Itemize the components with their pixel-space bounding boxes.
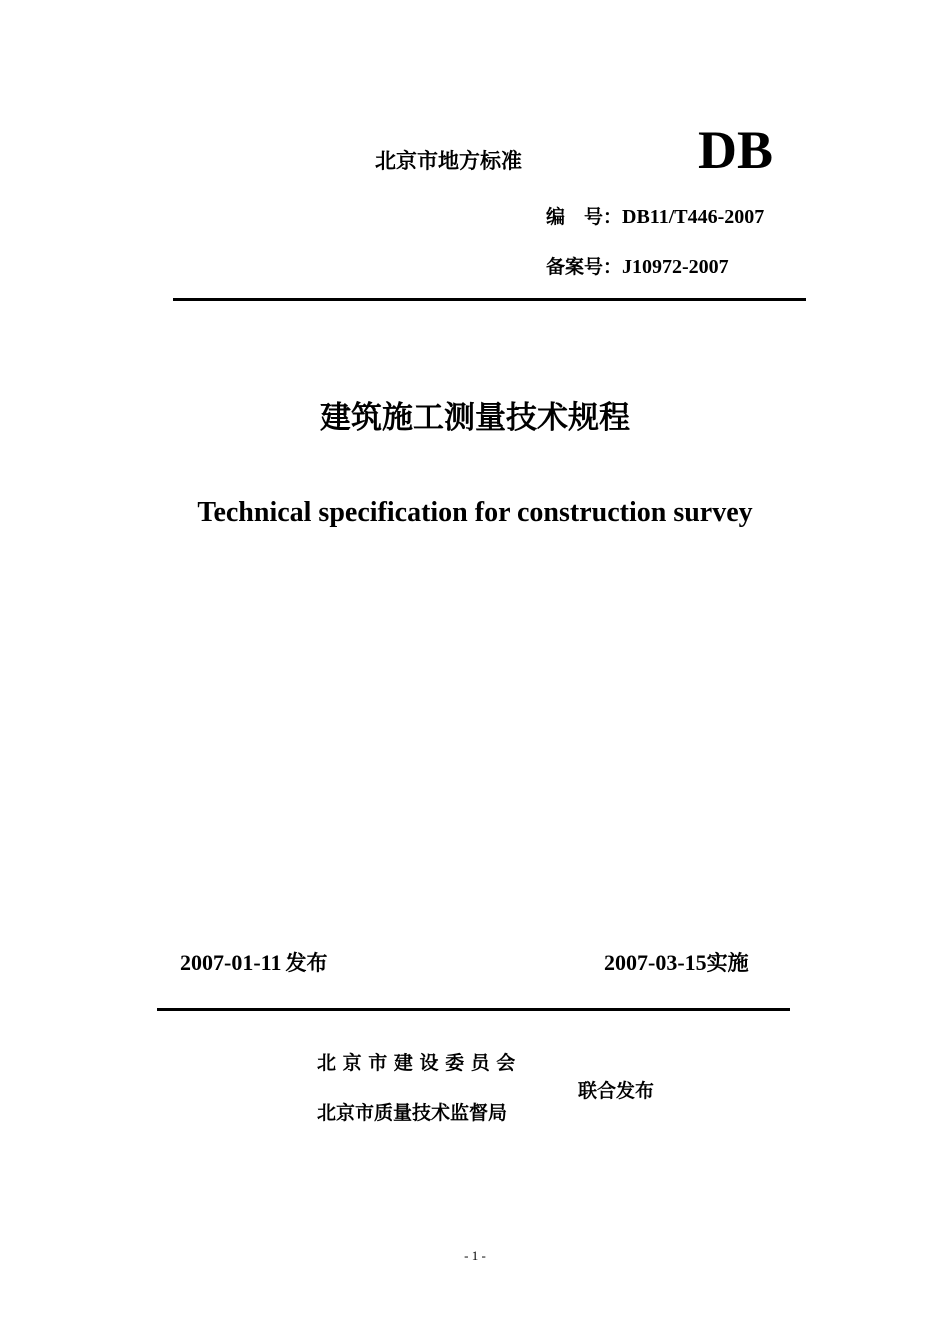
standard-code	[546, 202, 764, 229]
title-english: Technical specification for construction survey	[197, 497, 753, 528]
issuer-quality-bureau: 北京市质量技术监督局	[317, 1102, 508, 1124]
title-chinese: 建筑施工测量技术规程	[320, 400, 630, 436]
standard-type: 北京市地方标准	[375, 149, 522, 173]
issue-date: 2007-01-11	[180, 950, 282, 975]
issue-label: 发布	[285, 951, 328, 975]
joint-release-label: 联合发布	[578, 1080, 655, 1102]
db-logo: DB	[698, 120, 774, 180]
filing-number-value: J10972-2007	[622, 256, 729, 278]
issuer-construction-commission: 北 京 市 建 设 委 员 会	[317, 1052, 516, 1074]
standard-code-label: 编 号：	[546, 206, 623, 228]
header-divider	[173, 298, 806, 301]
issue-date-line	[180, 947, 327, 977]
filing-number	[546, 252, 729, 279]
page-number: - 1 -	[464, 1248, 486, 1263]
implement-date: 2007-03-15	[604, 950, 707, 975]
filing-number-label: 备案号：	[546, 256, 623, 278]
implement-label: 实施	[706, 951, 749, 975]
implement-date-line	[604, 947, 749, 977]
standard-code-value: DB11/T446-2007	[622, 206, 765, 228]
footer-divider	[157, 1008, 790, 1011]
